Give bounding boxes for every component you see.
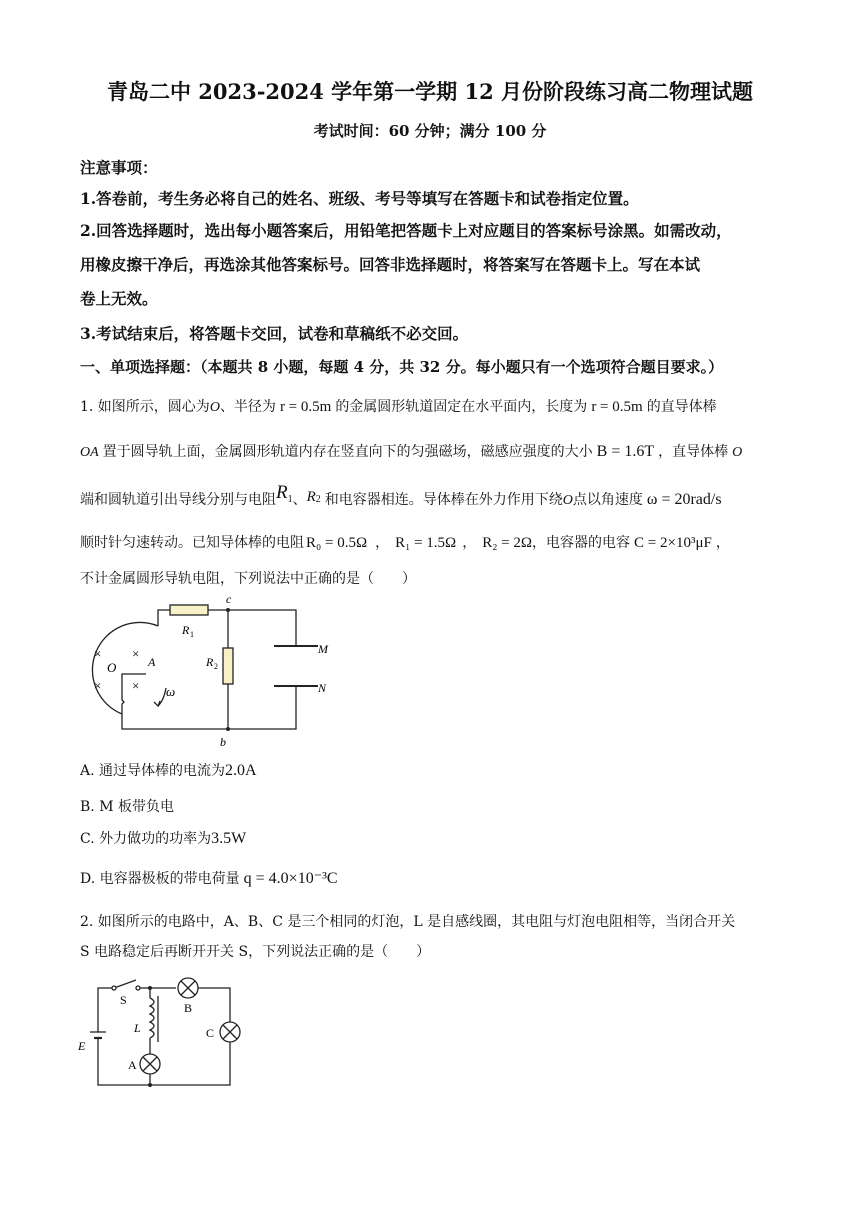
notice-item-3: 3.考试结束后，将答题卡交回，试卷和草稿纸不必交回。 xyxy=(80,324,469,343)
plate-n-label: N xyxy=(318,681,327,695)
q1-option-a[interactable]: A. 通过导体棒的电流为2.0A xyxy=(80,762,257,779)
node-c-label: c xyxy=(226,596,232,606)
inductor-l-label: L xyxy=(134,1021,141,1035)
q1-line-2: OA 置于圆导轨上面，金属圆形轨道内存在竖直向下的匀强磁场，磁感应强度的大小 B = 1.6T ，直导体棒 O xyxy=(80,443,743,460)
bulb-c-label: C xyxy=(206,1026,215,1040)
notice-item-2-line-1: 2.回答选择题时，选出每小题答案后，用铅笔把答题卡上对应题目的答案标号涂黑。如需改动， xyxy=(80,221,732,240)
node-b-label: b xyxy=(220,735,226,749)
resistor-r2 xyxy=(223,648,233,684)
q1-line-3: 端和圆轨道引出导线分别与电阻R1、R2 和电容器相连。导体棒在外力作用下绕O点以角速度 ω = 20rad/s xyxy=(80,482,722,508)
section-heading: 一、单项选择题：（本题共 8 小题，每题 4 分，共 32 分。每小题只有一个选项符合题目要求。） xyxy=(80,358,724,376)
field-mark: × xyxy=(132,646,140,661)
bulb-b-label: B xyxy=(184,1001,193,1015)
rod-end-a-label: A xyxy=(148,655,156,669)
r2-label: R xyxy=(206,655,214,669)
q2-line-1: 2. 如图所示的电路中，A、B、C 是三个相同的灯泡，L 是自感线圈，其电阻与灯泡电阻相等，当闭合开关 xyxy=(80,914,736,930)
inductor-l xyxy=(150,998,154,1038)
q2-circuit-figure xyxy=(74,970,254,1092)
battery-e-label: E xyxy=(78,1039,86,1053)
q1-option-c[interactable]: C. 外力做功的功率为3.5W xyxy=(80,830,247,847)
q2-line-2: S 电路稳定后再断开开关 S，下列说法正确的是（ ） xyxy=(80,944,431,960)
q1-circuit-figure xyxy=(74,596,334,752)
center-o-label: O xyxy=(107,660,117,675)
notice-item-2-line-3: 卷上无效。 xyxy=(80,289,158,308)
field-mark: × xyxy=(132,678,140,693)
bulb-a-label: A xyxy=(128,1058,137,1072)
q1-line-1: 1. 如图所示，圆心为O、半径为 r = 0.5m 的金属圆形轨道固定在水平面内，长度为 r = 0.5m 的直导体棒 xyxy=(80,399,717,415)
switch-s xyxy=(114,980,136,988)
r1-sub-label: 1 xyxy=(190,630,194,639)
omega-label: ω xyxy=(166,684,176,699)
q1-option-d[interactable]: D. 电容器极板的带电荷量 q = 4.0×10⁻³C xyxy=(80,870,338,887)
notice-item-1: 1.答卷前，考生务必将自己的姓名、班级、考号等填写在答题卡和试卷指定位置。 xyxy=(80,189,639,208)
page-title: 青岛二中 2023-2024 学年第一学期 12 月份阶段练习高二物理试题 xyxy=(106,79,754,104)
r1-label: R xyxy=(182,623,190,637)
resistor-r1 xyxy=(170,605,208,615)
q1-line-5: 不计金属圆形导轨电阻，下列说法中正确的是（ ） xyxy=(80,571,416,587)
r2-sub-label: 2 xyxy=(214,662,218,671)
switch-s-label: S xyxy=(120,993,127,1007)
notice-heading: 注意事项： xyxy=(80,158,158,177)
notice-item-2-line-2: 用橡皮擦干净后，再选涂其他答案标号。回答非选择题时，将答案写在答题卡上。写在本试 xyxy=(80,255,701,274)
exam-info: 考试时间：60 分钟；满分 100 分 xyxy=(313,122,547,140)
q1-option-b[interactable]: B. M 板带负电 xyxy=(80,799,174,815)
q1-line-4: 顺时针匀速转动。已知导体棒的电阻 R₀ = 0.5Ω ， R₁ = 1.5Ω ， R₂ = 2Ω，电容器的电容 C = 2×10³μF ， xyxy=(80,535,730,551)
field-mark: × xyxy=(94,678,102,693)
field-mark: × xyxy=(94,646,102,661)
plate-m-label: M xyxy=(318,642,328,656)
